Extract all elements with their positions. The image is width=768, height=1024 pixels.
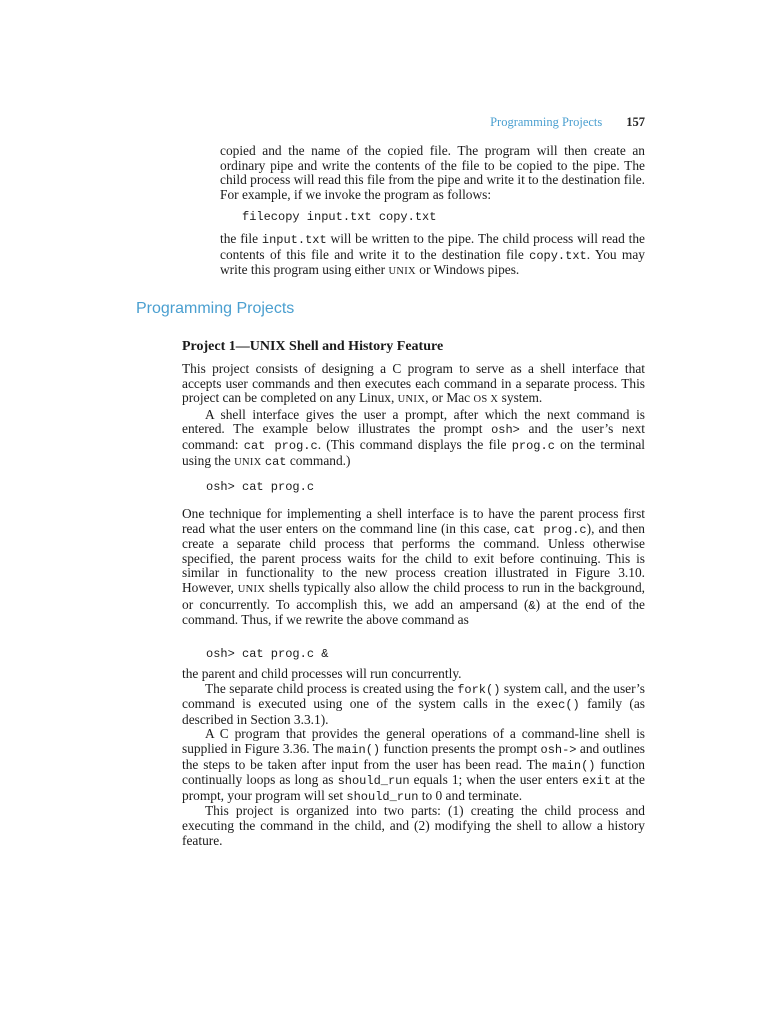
filecopy-command: filecopy input.txt copy.txt: [242, 210, 437, 224]
exercise-paragraph-1: copied and the name of the copied file. The program will then create an ordinary pipe and write the contents of the file to be copied to the pipe. The child process will read this file from the pipe and write it to the destination file. For example, if we invoke the program as follows:: [220, 143, 645, 202]
project-intro: [182, 362, 645, 470]
project-remaining-paragraphs: [182, 667, 645, 848]
code-cat-prog: osh> cat prog.c: [206, 480, 315, 494]
paragraph-2: A shell interface gives the user a prompt, after which the next command is entered. The example below illustrates the prompt osh> and the user’s next command: cat prog.c. (This command displays the file prog.c on the terminal using the UNIX cat command.): [182, 406, 646, 469]
running-title: Programming Projects: [490, 115, 603, 129]
exercise-paragraph-2: the file input.txt will be written to the pipe. The child process will read the contents of this file and write it to the destination file copy.txt. You may write this program using either UNIX or Windows pipes.: [220, 231, 645, 278]
paragraph-1: This project consists of designing a C program to serve as a shell interface that accepts user commands and then executes each command in a separate process. This project can be completed on any Linux, UNIX, or Mac OS X system.: [182, 361, 645, 406]
paragraph-3: One technique for implementing a shell interface is to have the parent process first read what the user enters on the command line (in this case, cat prog.c), and then create a separate child process that performs the command. Unless otherwise specified, the parent process waits for the child to exit before continuing. This is similar in functionality to the new process creation illustrated in Figure 3.10. However, UNIX shells typically also allow the child process to run in the background, or concurrently. To accomplish this, we add an ampersand (&) at the end of the command. Thus, if we rewrite the above command as: [182, 506, 645, 628]
paragraph-6: A C program that provides the general operations of a command-line shell is supplied in Figure 3.36. The main() function presents the prompt osh-> and outlines the steps to be taken after input from the user has been read. The main() function continually loops as long as should_run equals 1; when the user enters exit at the prompt, your program will set should_run to 0 and terminate.: [182, 726, 645, 804]
page-number: 157: [626, 115, 645, 129]
running-head: [0, 115, 645, 130]
section-heading: Programming Projects: [136, 300, 295, 317]
paragraph-4: the parent and child processes will run concurrently.: [182, 666, 462, 681]
project-title: Project 1—UNIX Shell and History Feature: [182, 339, 444, 354]
paragraph-5: The separate child process is created using the fork() system call, and the user’s command is executed using one of the system calls in the exec() family (as described in Section 3.3.1).: [182, 680, 645, 727]
paragraph-7: This project is organized into two parts: (1) creating the child process and executing the command in the child, and (2) modifying the shell to allow a history feature.: [182, 803, 645, 848]
code-cat-prog-background: osh> cat prog.c &: [206, 647, 329, 661]
